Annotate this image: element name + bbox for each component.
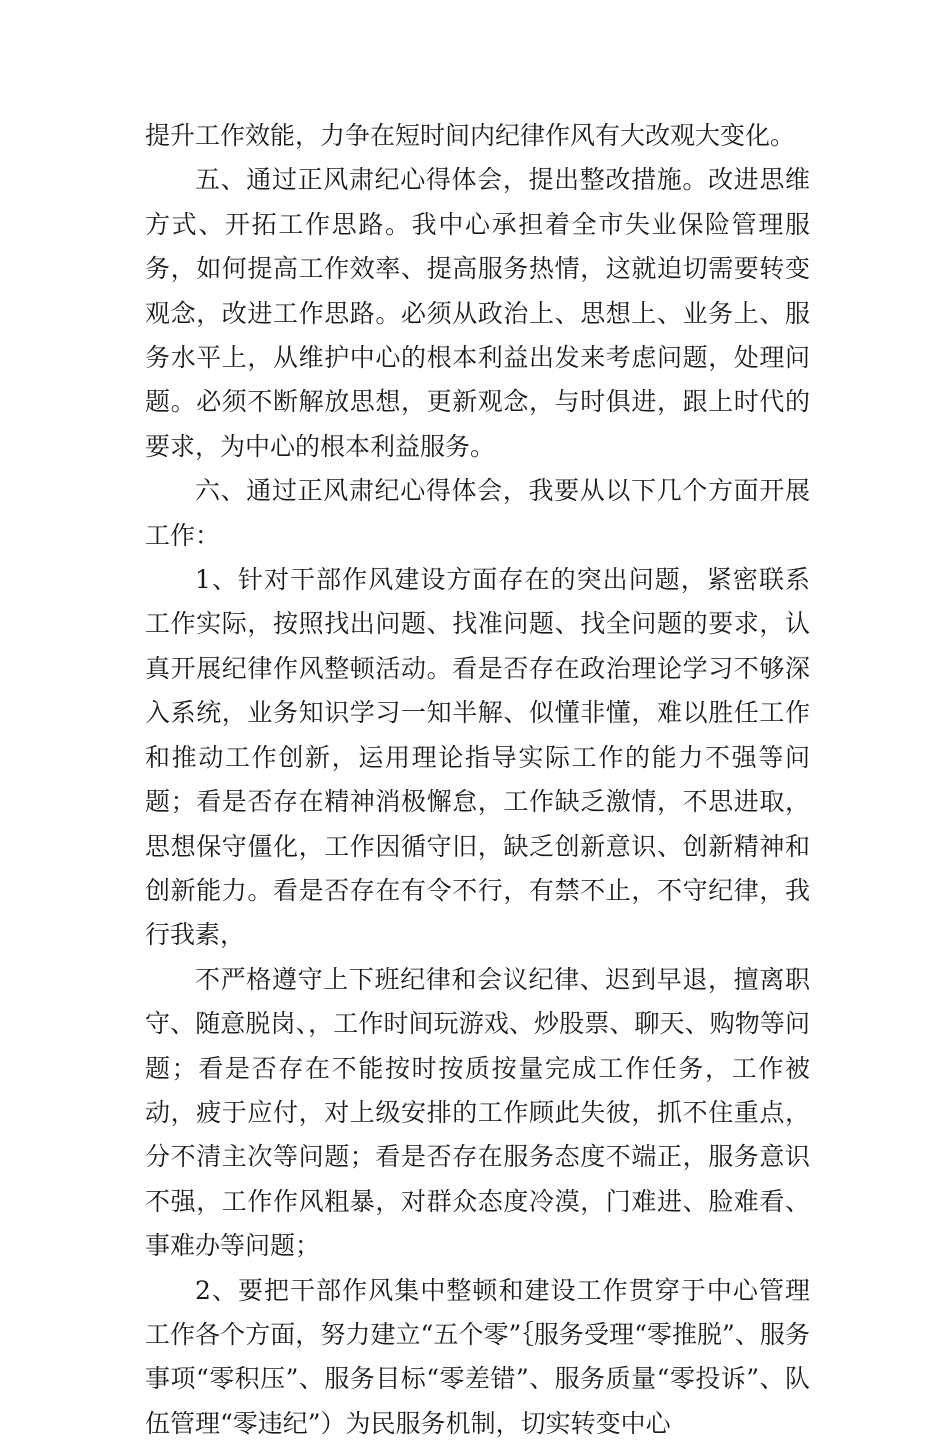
document-body <box>145 114 810 1446</box>
paragraph-item-one-continued: 不严格遵守上下班纪律和会议纪律、迟到早退，擅离职守、随意脱岗、，工作时间玩游戏、炒股票、聊天、购物等问题；看是否存在不能按时按质按量完成工作任务，工作被动，疲于应付，对上级安排的工作顾此失彼，抓不住重点，分不清主次等问题；看是否存在服务态度不端正，服务意识不强，工作作风粗暴，对群众态度冷漠，门难进、脸难看、事难办等问题； <box>145 964 810 1261</box>
paragraph-item-one: 1、针对干部作风建设方面存在的突出问题，紧密联系工作实际，按照找出问题、找准问题、找全问题的要求，认真开展纪律作风整顿活动。看是否存在政治理论学习不够深入系统，业务知识学习一知半解、似懂非懂，难以胜任工作和推动工作创新，运用理论指导实际工作的能力不强等问题；看是否存在精神消极懈怠，工作缺乏激情，不思进取，思想保守僵化，工作因循守旧，缺乏创新意识、创新精神和创新能力。看是否存在有令不行，有禁不止，不守纪律，我行我素， <box>145 565 810 950</box>
paragraph-item-two: 2、要把干部作风集中整顿和建设工作贯穿于中心管理工作各个方面，努力建立“五个零”｛服务受理“零推脱”、服务事项“零积压”、服务目标“零差错”、服务质量“零投诉”、队伍管理“零违纪”）为民服务机制，切实转变中心 <box>145 1275 810 1438</box>
paragraph-section-five: 五、通过正风肃纪心得体会，提出整改措施。改进思维方式、开拓工作思路。我中心承担着全市失业保险管理服务，如何提高工作效率、提高服务热情，这就迫切需要转变观念，改进工作思路。必须从政治上、思想上、业务上、服务水平上，从维护中心的根本利益出发来考虑问题，处理问题。必须不断解放思想，更新观念，与时俱进，跟上时代的要求，为中心的根本利益服务。 <box>145 165 810 461</box>
paragraph-section-six: 六、通过正风肃纪心得体会，我要从以下几个方面开展工作： <box>145 476 810 550</box>
paragraph-continuation: 提升工作效能，力争在短时间内纪律作风有大改观大变化。 <box>145 121 796 150</box>
